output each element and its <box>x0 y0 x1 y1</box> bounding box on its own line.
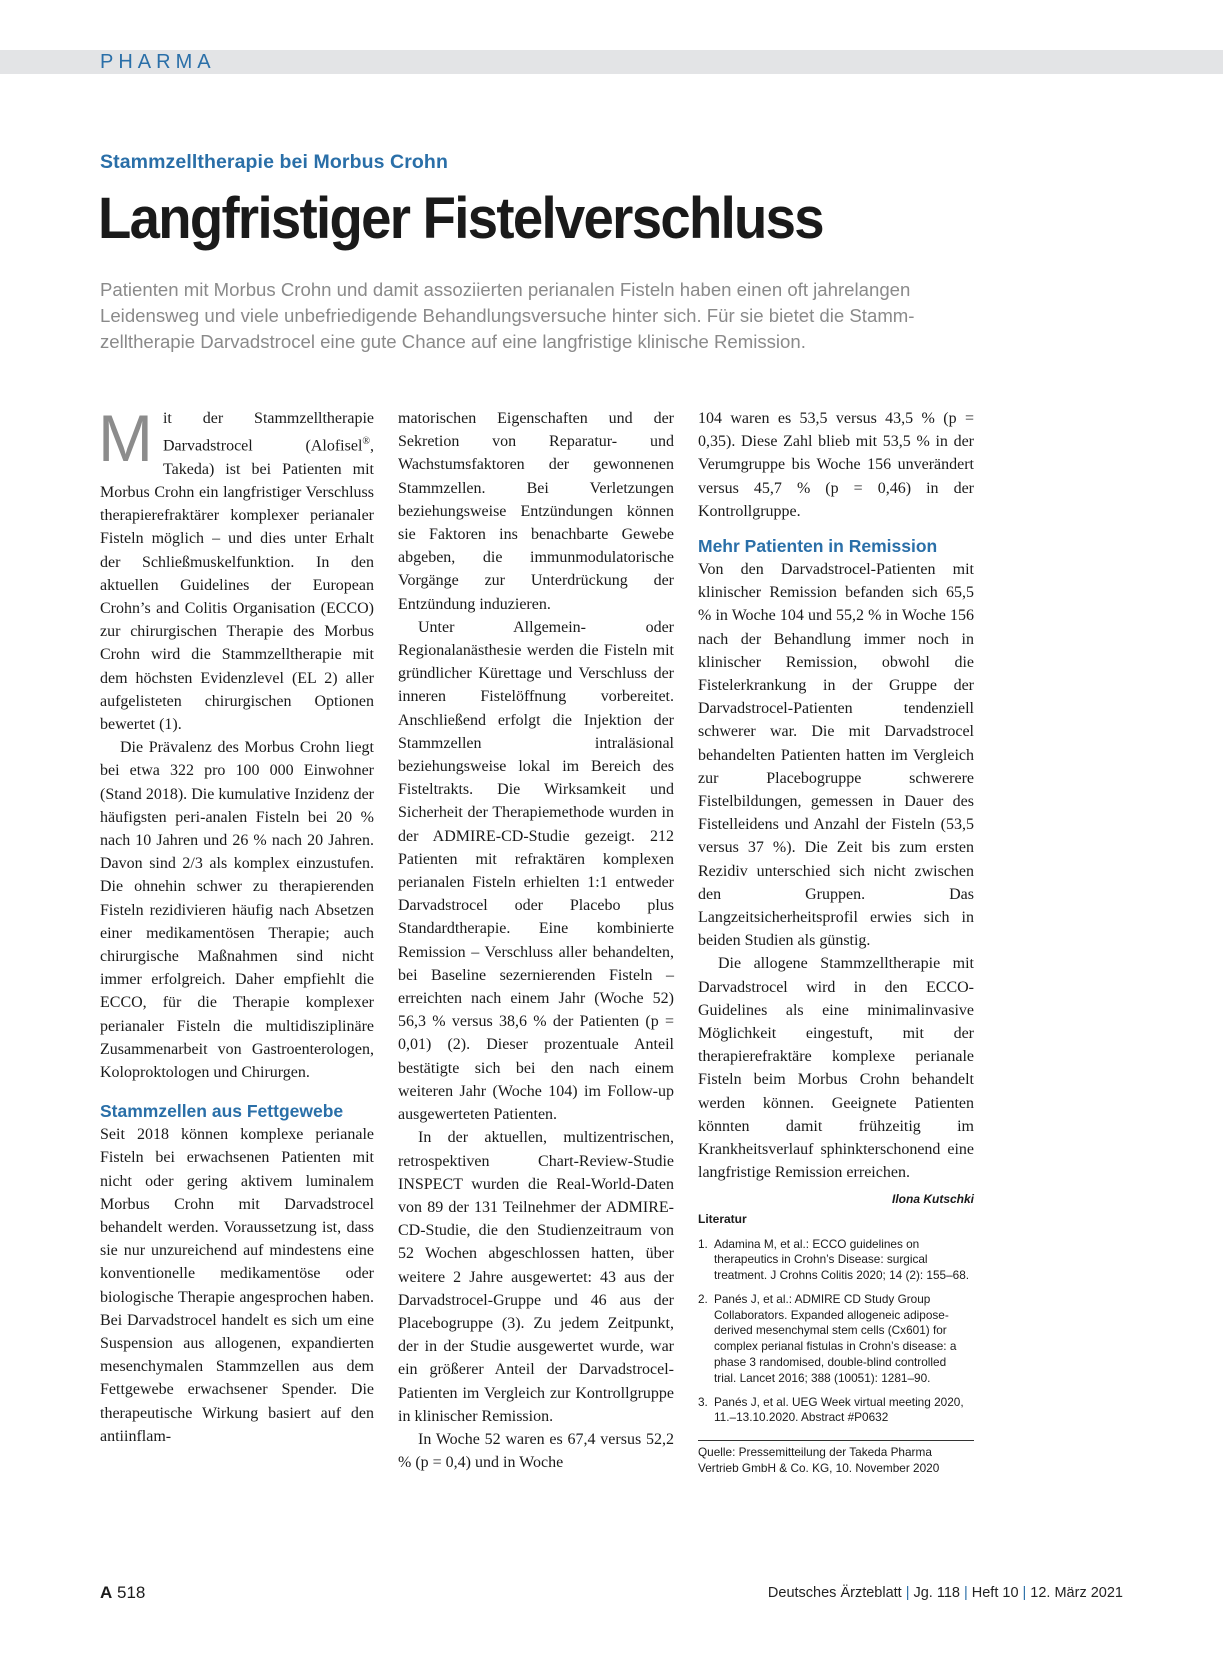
subheading: Mehr Patienten in Remission <box>698 536 938 557</box>
journal-volume: Jg. 118 <box>913 1585 960 1601</box>
literature-text: Adamina M, et al.: ECCO guidelines on therapeutics in Crohn’s Disease: surgical treatment. J Crohns Colitis 2020; 14 (2): 155–68. <box>714 1236 970 1283</box>
registered-mark: ® <box>362 436 370 448</box>
text-column-3 <box>698 407 974 1477</box>
lead-line: zelltherapie Darvadstrocel eine gute Chance auf eine langfristige klinische Remission. <box>100 331 806 352</box>
text-column-1 <box>98 401 374 1448</box>
source-note: Quelle: Pressemitteilung der Takeda Pharma Vertrieb GmbH & Co. KG, 10. November 2020 <box>698 1440 974 1477</box>
article-lead <box>100 277 980 355</box>
literature-number: 2. <box>698 1291 708 1306</box>
journal-info <box>768 1585 1123 1601</box>
lead-line: Leidensweg und viele unbefriedigende Behandlungsversuche hinter sich. Für sie bietet die Stamm- <box>100 305 915 326</box>
paragraph: matorischen Eigenschaften und der Sekretion von Reparatur- und Wachstumsfaktoren der gewonnenen Stammzellen. Bei Verletzungen beziehungsweise Entzündungen können sie Faktoren ins benachbarte Gewebe abgeben, die immunmodulatorische Vorgänge zur Unterdrückung der Entzündung induzieren. <box>398 410 674 613</box>
literature-item <box>698 1292 970 1387</box>
paragraph: In der aktuellen, multizentrischen, retrospektiven Chart-Review-Studie INSPECT wurden die Real-World-Daten von 89 der 131 Teilnehmer der ADMIRE-CD-Studie, die den Studienzeitraum von 52 Wochen abgeschlossen hatten, über weitere 2 Jahre ausgewertet: 43 aus der Darvadstrocel-Gruppe und 46 aus der Placebogruppe (3). Zu jedem Zeitpunkt, der in der Studie ausgewertet wurde, war ein größerer Anteil der Darvadstrocel-Patienten im Vergleich zur Kontrollgruppe in klinischer Remission. <box>398 1129 674 1425</box>
journal-name: Deutsches Ärzteblatt <box>767 1585 902 1601</box>
paragraph-text: , Takeda) ist bei Patienten mit Morbus Crohn ein langfristiger Verschluss therapierefraktärer komplexer perianaler Fisteln möglich – und dies unter Erhalt der Schließmuskelfunktion. In den aktuellen Guidelines der European Crohn’s and Colitis Organisation (ECCO) zur chirurgischen Therapie des Morbus Crohn wird die Stammzelltherapie mit dem höchsten Evidenzlevel (EL 2) aller aufgelisteten chirurgischen Optionen bewertet (1). <box>100 437 374 733</box>
text-column-2 <box>398 407 674 1474</box>
literature-text: Panés J, et al. UEG Week virtual meeting 2020, 11.–13.10.2020. Abstract #P0632 <box>714 1394 964 1425</box>
literature-list <box>698 1237 974 1427</box>
paragraph: In Woche 52 waren es 67,4 versus 52,2 % (p = 0,4) und in Woche <box>398 1430 674 1472</box>
literature-number: 1. <box>698 1236 708 1251</box>
page-prefix: A <box>100 1583 113 1602</box>
journal-date: 12. März 2021 <box>1030 1585 1123 1601</box>
separator: | <box>905 1585 910 1601</box>
drop-cap: M <box>98 401 153 475</box>
article-kicker: Stammzelltherapie bei Morbus Crohn <box>100 151 448 173</box>
article-title: Langfristiger Fistelverschluss <box>98 186 823 251</box>
literature-item <box>698 1395 970 1427</box>
paragraph: Seit 2018 können komplexe perianale Fisteln bei erwachsenen Patienten mit nicht oder gering aktivem luminalem Morbus Crohn mit Darvadstrocel behandelt werden. Voraussetzung ist, dass sie nur unzureichend auf mindestens eine konventionelle medikamentöse oder biologische Therapie angesprochen haben. Bei Darvadstrocel handelt es sich um eine Suspension aus allogenen, expandierten mesenchymalen Stammzellen aus dem Fettgewebe erwachsener Spender. Die therapeutische Wirkung basiert auf den antiinflam- <box>100 1126 374 1445</box>
lead-line: Patienten mit Morbus Crohn und damit assoziierten perianalen Fisteln haben einen oft jahrelangen <box>100 279 911 300</box>
subheading: Stammzellen aus Fettgewebe <box>100 1101 344 1122</box>
paragraph: Unter Allgemein- oder Regionalanästhesie werden die Fisteln mit gründlicher Kürettage und Verschluss der inneren Fistelöffnung vorbereitet. Anschließend erfolgt die Injektion der Stammzellen intraläsional beziehungsweise lokal im Bereich des Fisteltrakts. Die Wirksamkeit und Sicherheit der Therapiemethode wurden in der ADMIRE-CD-Studie gezeigt. 212 Patienten mit refraktären komplexen perianalen Fisteln erhielten 1:1 entweder Darvadstrocel oder Placebo plus Standardtherapie. Eine kombinierte Remission – Verschluss aller behandelten, bei Baseline sezernierenden Fisteln – erreichten nach einem Jahr (Woche 52) 56,3 % versus 38,6 % der Patienten (p = 0,01) (2). Dieser prozentuale Anteil bestätigte sich bei den nach einem weiteren Jahr (Woche 104) im Follow-up ausgewerteten Patienten. <box>398 618 674 1124</box>
paragraph-text: Die allogene Stammzelltherapie mit Darvadstrocel wird in den ECCO-Guidelines als eine minimalinvasive Möglichkeit eingestuft, mit der therapierefraktäre komplexe perianale Fisteln beim Morbus Crohn behandelt werden können. Geeignete Patienten könnten damit frühzeitig im Krankheitsverlauf sphinkterschonend eine langfristige Remission erreichen. <box>698 955 974 1182</box>
journal-issue: Heft 10 <box>971 1585 1019 1601</box>
author-name: Ilona Kutschki <box>891 1191 974 1206</box>
paragraph-text: it der Stammzelltherapie Darvadstrocel (Alofisel <box>162 410 374 455</box>
separator: | <box>1022 1585 1027 1601</box>
paragraph: 104 waren es 53,5 versus 43,5 % (p = 0,35). Diese Zahl blieb mit 53,5 % in der Verumgruppe bis Woche 156 unverändert versus 45,7 % (p = 0,46) in der Kontrollgruppe. <box>698 410 974 520</box>
paragraph: Von den Darvadstrocel-Patienten mit klinischer Remission befanden sich 65,5 % in Woche 104 und 55,2 % in Woche 156 nach der Behandlung immer noch in klinischer Remission, obwohl die Fistelerkrankung in der Gruppe der Darvadstrocel-Patienten tendenziell schwerer war. Die mit Darvadstrocel behandelten Patienten hatten im Vergleich zur Placebogruppe schwerere Fistelbildungen, gemessen in Dauer des Fistelleidens und Anzahl der Fisteln (53,5 versus 37 %). Die Zeit bis zum ersten Rezidiv unterschied sich nicht zwischen den Gruppen. Das Langzeitsicherheitsprofil erwies sich in beiden Studien als günstig. <box>698 561 974 950</box>
paragraph: Die Prävalenz des Morbus Crohn liegt bei etwa 322 pro 100 000 Einwohner (Stand 2018). Die kumulative Inzidenz der häufigsten peri-analen Fisteln bei 20 % nach 10 Jahren und 26 % nach 20 Jahren. Davon sind 2/3 als komplex einzustufen. Die ohnehin schwer zu therapierenden Fisteln rezidivieren häufig nach Absetzen einer medikamentösen Therapie; auch chirurgische Maßnahmen sind nicht immer erfolgreich. Daher empfiehlt die ECCO, für die Therapie komplexer perianaler Fisteln die multidisziplinäre Zusammenarbeit von Gastroenterologen, Koloproktologen und Chirurgen. <box>100 739 374 1082</box>
paragraph <box>698 952 974 1206</box>
paragraph <box>98 401 374 736</box>
literature-item <box>698 1237 970 1284</box>
section-label: PHARMA <box>100 51 216 73</box>
separator: | <box>963 1585 968 1601</box>
literature-heading: Literatur <box>698 1211 747 1226</box>
page-number-value: 518 <box>117 1583 146 1602</box>
literature-number: 3. <box>698 1394 708 1409</box>
literature-text: Panés J, et al.: ADMIRE CD Study Group Collaborators. Expanded allogeneic adipose-derived mesenchymal stem cells (Cx601) for complex perianal fistulas in Crohn’s disease: a phase 3 randomised, double-blind controlled trial. Lancet 2016; 388 (10051): 1281–90. <box>714 1291 957 1385</box>
page-number <box>100 1583 145 1603</box>
